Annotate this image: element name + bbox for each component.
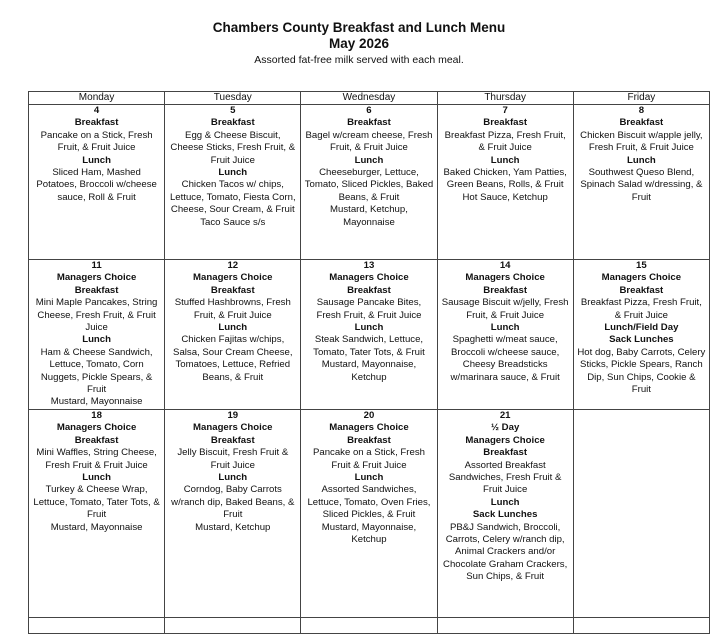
day-cell	[437, 105, 573, 260]
day-number: 14	[499, 260, 511, 271]
week-row	[29, 105, 710, 260]
meal-heading: Lunch	[626, 154, 656, 166]
meal-heading: Lunch	[354, 322, 384, 334]
menu-month: May 2026	[328, 36, 390, 51]
meal-heading: Managers Choice	[465, 434, 545, 446]
day-cell	[165, 409, 301, 617]
day-number: 5	[230, 105, 236, 116]
day-header-tuesday: Tuesday	[165, 92, 301, 105]
menu-items: Breakfast Pizza, Fresh Fruit, & Fruit Juice	[444, 129, 566, 154]
menu-items: Chicken Fajitas w/chips, Salsa, Sour Cream Cheese, Tomatoes, Lettuce, Refried Beans, & Fruit	[173, 334, 293, 383]
menu-title: Chambers County Breakfast and Lunch Menu	[212, 20, 506, 35]
menu-items: Pancake on a Stick, Fresh Fruit, & Fruit Juice	[40, 129, 153, 154]
milk-note: Assorted fat-free milk served with each meal.	[254, 54, 464, 66]
menu-items: Mustard, Mayonnaise	[50, 396, 143, 408]
menu-items: Mustard, Mayonnaise	[50, 521, 143, 533]
menu-items: Mustard, Mayonnaise, Ketchup	[321, 359, 417, 383]
meal-heading: Lunch	[490, 322, 520, 334]
meal-heading: Breakfast	[347, 284, 391, 296]
week-row	[29, 409, 710, 617]
day-header-thursday: Thursday	[437, 92, 573, 105]
meal-heading: Breakfast	[210, 434, 255, 446]
menu-items: Breakfast Pizza, Fresh Fruit, & Fruit Juice	[580, 297, 702, 321]
day-cell	[573, 617, 709, 633]
day-cell	[437, 409, 573, 617]
meal-heading: Breakfast	[210, 284, 255, 296]
menu-items: Bagel w/cream cheese, Fresh Fruit, & Fruit Juice	[305, 129, 433, 154]
day-cell	[573, 260, 709, 410]
day-number: 15	[636, 260, 647, 271]
menu-items: Sausage Pancake Bites, Fresh Fruit, & Fruit Juice	[316, 297, 422, 321]
menu-items: Cheeseburger, Lettuce, Tomato, Sliced Pickles, Baked Beans, & Fruit	[304, 167, 434, 203]
meal-heading: Lunch	[490, 154, 520, 166]
day-header-wednesday: Wednesday	[301, 92, 437, 105]
menu-items: Assorted Breakfast Sandwiches, Fresh Fruit & Fruit Juice	[448, 459, 562, 496]
meal-heading: Managers Choice	[193, 272, 273, 284]
meal-heading: Lunch	[82, 471, 111, 483]
day-cell	[301, 409, 437, 617]
meal-heading: Breakfast	[619, 284, 664, 296]
meal-heading: Sack Lunches	[609, 334, 674, 346]
menu-items: Southwest Queso Blend, Spinach Salad w/dressing, & Fruit	[580, 167, 703, 203]
meal-heading: Breakfast	[619, 117, 664, 129]
menu-items: Steak Sandwich, Lettuce, Tomato, Tater Tots, & Fruit	[313, 334, 425, 358]
meal-heading: Managers Choice	[329, 422, 409, 434]
meal-heading: Breakfast	[74, 284, 119, 296]
meal-heading: Breakfast	[483, 284, 528, 296]
weekday-header-row	[29, 92, 710, 105]
week-row	[29, 260, 710, 410]
meal-heading: Managers Choice	[465, 272, 545, 284]
day-cell	[165, 260, 301, 410]
meal-heading: Breakfast	[74, 117, 119, 129]
meal-heading: Managers Choice	[193, 422, 273, 434]
menu-items: Baked Chicken, Yam Patties, Green Beans, Rolls, & Fruit	[443, 167, 567, 191]
meal-heading: Managers Choice	[56, 422, 137, 434]
day-header-friday: Friday	[573, 92, 709, 105]
menu-items: Taco Sauce s/s	[200, 216, 266, 228]
meal-heading: Lunch	[354, 471, 384, 483]
day-cell	[573, 409, 709, 617]
meal-heading: Lunch	[218, 167, 248, 179]
meal-heading: ½ Day	[491, 422, 520, 434]
meal-heading: Lunch	[82, 154, 111, 166]
menu-items: Corndog, Baby Carrots w/ranch dip, Baked Beans, & Fruit	[171, 484, 295, 521]
day-number: 13	[363, 260, 375, 271]
menu-items: Mini Maple Pancakes, String Cheese, Fresh Fruit, & Fruit Juice	[35, 297, 158, 334]
menu-items: Stuffed Hashbrowns, Fresh Fruit, & Fruit Juice	[174, 297, 291, 321]
menu-items: Mustard, Ketchup, Mayonnaise	[330, 204, 408, 228]
menu-items: Jelly Biscuit, Fresh Fruit & Fruit Juice	[177, 447, 289, 471]
meal-heading: Managers Choice	[601, 272, 682, 284]
day-number: 12	[227, 260, 239, 271]
day-number: 20	[363, 409, 375, 421]
day-number: 19	[227, 409, 239, 421]
week-row	[29, 617, 710, 633]
menu-items: Sausage Biscuit w/jelly, Fresh Fruit, & Fruit Juice	[441, 297, 569, 321]
day-number: 18	[91, 409, 102, 421]
meal-heading: Breakfast	[210, 117, 255, 129]
meal-heading: Breakfast	[347, 117, 391, 129]
day-header-monday: Monday	[29, 92, 165, 105]
menu-calendar	[28, 91, 710, 634]
meal-heading: Breakfast	[483, 447, 528, 459]
menu-items: Hot Sauce, Ketchup	[462, 191, 548, 203]
day-cell	[301, 617, 437, 633]
day-cell	[165, 105, 301, 260]
day-cell	[29, 617, 165, 633]
day-cell	[29, 409, 165, 617]
menu-items: Pancake on a Stick, Fresh Fruit & Fruit Juice	[312, 447, 425, 471]
meal-heading: Lunch/Field Day	[604, 322, 679, 334]
menu-items: Mini Waffles, String Cheese, Fresh Fruit & Fruit Juice	[36, 447, 157, 471]
meal-heading: Breakfast	[483, 117, 528, 129]
meal-heading: Managers Choice	[56, 272, 137, 284]
meal-heading: Lunch	[218, 471, 248, 483]
menu-items: Ham & Cheese Sandwich, Lettuce, Tomato, Corn Nuggets, Pickle Spears, & Fruit	[40, 346, 153, 396]
day-number: 21	[499, 409, 511, 421]
meal-heading: Breakfast	[74, 434, 119, 446]
day-number: 4	[93, 105, 100, 116]
meal-heading: Sack Lunches	[472, 509, 538, 521]
day-cell	[29, 260, 165, 410]
day-number: 8	[638, 105, 645, 116]
meal-heading: Lunch	[218, 322, 248, 334]
menu-items: Chicken Tacos w/ chips, Lettuce, Tomato, Fiesta Corn, Cheese, Sour Cream, & Fruit	[169, 179, 296, 216]
menu-items: Turkey & Cheese Wrap, Lettuce, Tomato, Tater Tots, & Fruit	[33, 484, 160, 521]
menu-items: Chicken Biscuit w/apple jelly, Fresh Fruit, & Fruit Juice	[580, 129, 703, 154]
day-cell	[165, 617, 301, 633]
day-cell	[573, 105, 709, 260]
day-cell	[301, 105, 437, 260]
day-cell	[29, 105, 165, 260]
menu-items: Sliced Ham, Mashed Potatoes, Broccoli w/cheese sauce, Roll & Fruit	[36, 167, 157, 203]
menu-items: Mustard, Mayonnaise, Ketchup	[321, 521, 417, 545]
menu-items: PB&J Sandwich, Broccoli, Carrots, Celery w/ranch dip, Animal Crackers and/or Chocolate Graham Crackers, Sun Chips, & Fruit	[443, 521, 568, 583]
day-cell	[437, 617, 573, 633]
meal-heading: Lunch	[82, 334, 111, 346]
day-cell	[301, 260, 437, 410]
meal-heading: Managers Choice	[329, 272, 409, 284]
meal-heading: Breakfast	[347, 434, 391, 446]
meal-heading: Lunch	[490, 496, 520, 508]
menu-items: Spaghetti w/meat sauce, Broccoli w/cheese sauce, Cheesy Breadsticks w/marinara sauce, & Fruit	[450, 334, 560, 383]
menu-items: Egg & Cheese Biscuit, Cheese Sticks, Fresh Fruit, & Fruit Juice	[170, 129, 296, 166]
menu-items: Mustard, Ketchup	[195, 521, 271, 533]
meal-heading: Lunch	[354, 154, 384, 166]
day-number: 11	[91, 260, 102, 271]
menu-items: Hot dog, Baby Carrots, Celery Sticks, Pickle Spears, Ranch Dip, Sun Chips, Cookie & Fruit	[577, 346, 706, 396]
menu-header	[0, 0, 718, 67]
menu-items: Assorted Sandwiches, Lettuce, Tomato, Oven Fries, Sliced Pickles, & Fruit	[307, 484, 431, 521]
day-number: 6	[366, 105, 372, 116]
day-number: 7	[502, 105, 508, 116]
day-cell	[437, 260, 573, 410]
